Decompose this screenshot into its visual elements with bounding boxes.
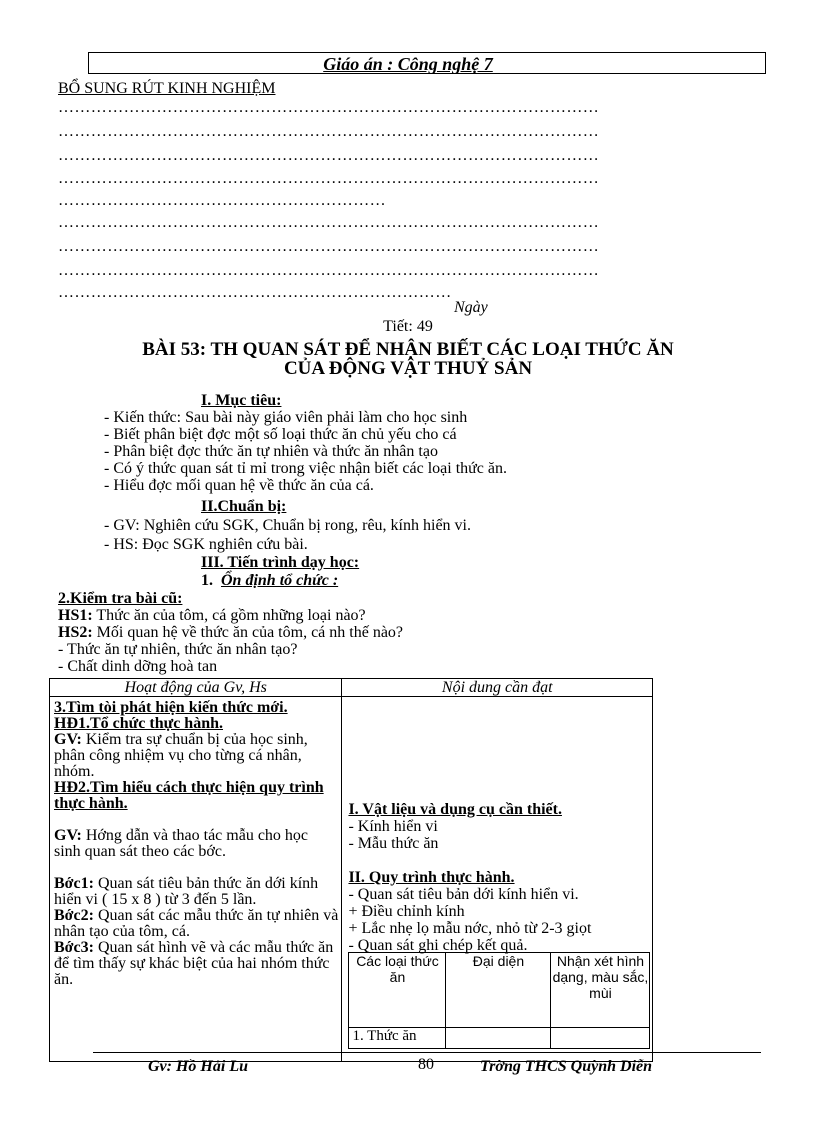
review-line: - Chất dinh dỡng hoà tan (58, 658, 218, 675)
lesson-title (0, 340, 816, 378)
step-2-text: Bớc2: Quan sát các mẫu thức ăn tự nhiên và nhân tạo của tôm, cá. (54, 907, 339, 940)
objective-item: - Hiểu đợc mối quan hệ về thức ăn của cá. (104, 477, 374, 494)
dots-line: ……………………………………………………………………………………… (58, 99, 600, 116)
materials-item: - Mẫu thức ăn (348, 835, 439, 852)
activity-2-heading: HĐ2.Tìm hiểu cách thực hiện quy trình thực hành. (54, 779, 324, 812)
date-label: Ngày (454, 299, 488, 316)
dots-line: ……………………………………………………………………………………… (58, 123, 600, 140)
procedure-item: + Điều chỉnh kính (348, 903, 465, 920)
dots-line: …………………………………………………… (58, 192, 386, 209)
header-title: Giáo án : Công nghệ 7 (323, 54, 493, 74)
procedure-item: + Lắc nhẹ lọ mẫu nớc, nhỏ từ 2-3 giọt (348, 920, 592, 937)
content-cell (342, 697, 653, 1062)
obs-header-notes: Nhận xét hình dạng, màu sắc, mùi (551, 953, 650, 1028)
review-line: - Thức ăn tự nhiên, thức ăn nhân tạo? (58, 641, 298, 658)
new-knowledge-heading: 3.Tìm tòi phát hiện kiến thức mới. (54, 699, 288, 716)
page-number: 80 (418, 1056, 434, 1073)
preparation-item: - GV: Nghiên cứu SGK, Chuẩn bị rong, rêu, kính hiển vi. (104, 517, 471, 534)
procedure-heading: II. Quy trình thực hành. (348, 869, 515, 886)
obs-row-notes (551, 1028, 650, 1049)
lesson-title-line2: CỦA ĐỘNG VẬT THUỶ SẢN (283, 358, 533, 379)
objective-item: - Kiến thức: Sau bài này giáo viên phải làm cho học sinh (104, 409, 468, 426)
objective-item: - Biết phân biệt đợc một số loại thức ăn chủ yếu cho cá (104, 426, 457, 443)
activity-table (49, 678, 653, 1062)
step-3-text: Bớc3: Quan sát hình vẽ và các mẫu thức ăn để tìm thấy sự khác biệt của hai nhóm thức ăn. (54, 939, 334, 988)
teacher-check-text: GV: Kiểm tra sự chuẩn bị của học sinh, phân công nhiệm vụ cho từng cá nhân, nhóm. (54, 731, 308, 780)
dots-line: ……………………………………………………………………………………… (58, 147, 600, 164)
review-heading: 2.Kiểm tra bài cũ: (58, 590, 183, 607)
obs-header-type: Các loại thức ăn (349, 953, 446, 1028)
col-header-content: Nội dung cần đạt (342, 679, 653, 697)
preparation-list (104, 516, 471, 554)
lesson-title-line1: BÀI 53: TH QUAN SÁT ĐỂ NHẬN BIẾT CÁC LOẠI THỨC ĂN (142, 339, 674, 360)
footer-author: Gv: Hồ Hải Lu (148, 1058, 248, 1075)
review-section (58, 590, 403, 675)
dots-line: ……………………………………………………………………………………… (58, 170, 600, 187)
dots-line: ……………………………………………………………… (58, 284, 452, 301)
objectives-heading: I. Mục tiêu: (201, 392, 282, 409)
col-header-activities: Hoạt động của Gv, Hs (50, 679, 342, 697)
dots-line: ……………………………………………………………………………………… (58, 214, 600, 231)
procedure-item: - Quan sát ghi chép kết quả. (348, 937, 528, 954)
obs-row-example (446, 1028, 551, 1049)
objectives-list (104, 409, 507, 494)
obs-header-example: Đại diện (446, 953, 551, 1028)
teacher-guide-text: GV: Hớng dẫn và thao tác mẫu cho học sinh quan sát theo các bớc. (54, 827, 309, 860)
bosung-heading: BỔ SUNG RÚT KINH NGHIỆM (58, 80, 276, 97)
step-1-text: Bớc1: Quan sát tiêu bản thức ăn dới kính hiển vi ( 15 x 8 ) từ 3 đến 5 lần. (54, 875, 319, 908)
objective-item: - Phân biệt đợc thức ăn tự nhiên và thức ăn nhân tạo (104, 443, 438, 460)
footer-school: Trờng THCS Quỳnh Diễn (480, 1058, 653, 1075)
obs-row-type: 1. Thức ăn (349, 1028, 446, 1049)
dots-line: ……………………………………………………………………………………… (58, 262, 600, 279)
preparation-item: - HS: Đọc SGK nghiên cứu bài. (104, 536, 308, 553)
activities-cell (50, 697, 342, 1062)
preparation-heading: II.Chuẩn bị: (201, 498, 287, 515)
dots-line: ……………………………………………………………………………………… (58, 238, 600, 255)
objective-item: - Có ý thức quan sát tỉ mỉ trong việc nhận biết các loại thức ăn. (104, 460, 508, 477)
review-question-1: HS1: Thức ăn của tôm, cá gồm những loại nào? (58, 607, 366, 624)
process-heading: III. Tiến trình dạy học: (201, 554, 360, 571)
lesson-number: Tiết: 49 (383, 318, 433, 335)
procedure-item: - Quan sát tiêu bản dới kính hiển vi. (348, 886, 579, 903)
stabilize-item: 1. Ổn định tổ chức : (201, 572, 339, 589)
observation-table (348, 952, 650, 1049)
materials-item: - Kính hiển vi (348, 818, 438, 835)
activity-1-heading: HĐ1.Tổ chức thực hành. (54, 715, 223, 732)
review-question-2: HS2: Mối quan hệ về thức ăn của tôm, cá nh thế nào? (58, 624, 404, 641)
materials-heading: I. Vật liệu và dụng cụ cần thiết. (348, 801, 562, 818)
footer-line (93, 1052, 761, 1053)
